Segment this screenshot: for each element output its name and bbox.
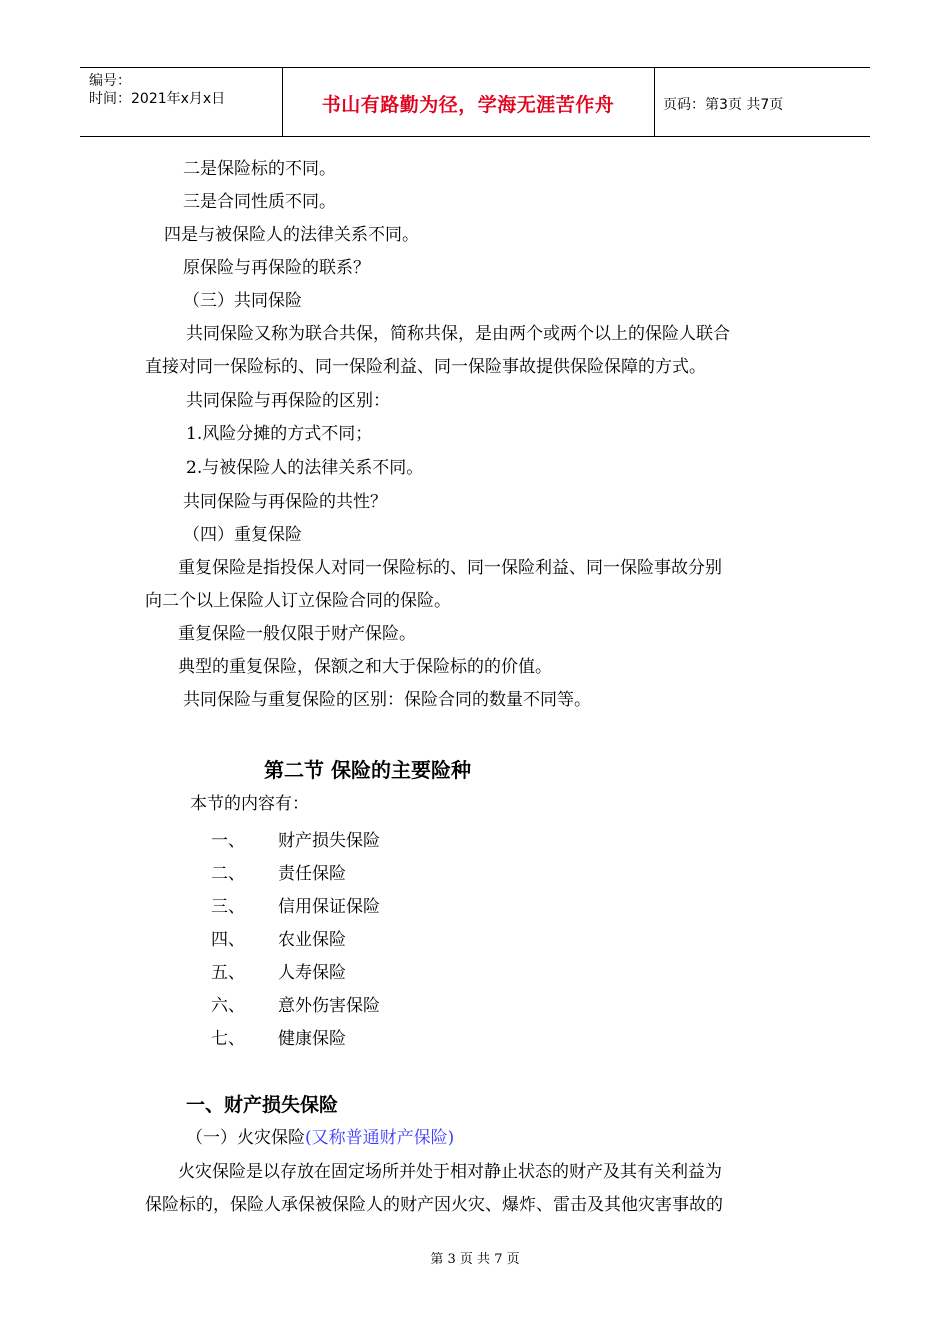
paragraph: 保险标的，保险人承保被保险人的财产因火灾、爆炸、雷击及其他灾害事故的 — [145, 1195, 723, 1215]
fire-insurance-label: （一）火灾保险 — [186, 1128, 305, 1148]
paragraph: 二是保险标的不同。 — [183, 159, 336, 179]
list-item-number: 三、 — [211, 897, 245, 917]
fire-insurance-note: (又称普通财产保险) — [305, 1128, 455, 1148]
paragraph: 共同保险与再保险的区别： — [186, 391, 390, 411]
paragraph: 四是与被保险人的法律关系不同。 — [164, 225, 419, 245]
subheading: （四）重复保险 — [183, 525, 302, 545]
subheading: （三）共同保险 — [183, 291, 302, 311]
list-item-number: 六、 — [211, 996, 245, 1016]
list-item: 农业保险 — [278, 930, 346, 950]
paragraph: 直接对同一保险标的、同一保险利益、同一保险事故提供保险保障的方式。 — [145, 357, 706, 377]
page-footer: 第 3 页 共 7 页 — [430, 1252, 520, 1267]
number-label: 编号： — [89, 73, 131, 89]
subheading — [186, 1127, 454, 1149]
list-item: 2.与被保险人的法律关系不同。 — [186, 458, 424, 478]
list-item-number: 二、 — [211, 864, 245, 884]
list-item: 财产损失保险 — [278, 831, 380, 851]
list-item: 意外伤害保险 — [278, 996, 380, 1016]
subsection-title: 一、财产损失保险 — [186, 1094, 339, 1116]
list-item: 信用保证保险 — [278, 897, 380, 917]
list-item-number: 一、 — [211, 831, 245, 851]
header-divider — [654, 68, 655, 136]
paragraph: 共同保险又称为联合共保，简称共保，是由两个或两个以上的保险人联合 — [186, 324, 730, 344]
paragraph: 共同保险与再保险的共性？ — [183, 492, 387, 512]
paragraph: 三是合同性质不同。 — [183, 192, 336, 212]
list-item-number: 七、 — [211, 1029, 245, 1049]
paragraph: 原保险与再保险的联系？ — [183, 258, 370, 278]
paragraph: 火灾保险是以存放在固定场所并处于相对静止状态的财产及其有关利益为 — [178, 1162, 722, 1182]
header-left — [89, 72, 225, 108]
section-intro: 本节的内容有： — [190, 794, 309, 814]
section-title: 第二节 保险的主要险种 — [264, 758, 471, 782]
paragraph: 向二个以上保险人订立保险合同的保险。 — [145, 591, 451, 611]
list-item-number: 五、 — [211, 963, 245, 983]
list-item: 人寿保险 — [278, 963, 346, 983]
paragraph: 典型的重复保险，保额之和大于保险标的的价值。 — [178, 657, 552, 677]
list-item: 健康保险 — [278, 1029, 346, 1049]
paragraph: 共同保险与重复保险的区别：保险合同的数量不同等。 — [183, 690, 591, 710]
list-item: 责任保险 — [278, 864, 346, 884]
time-label: 时间：2021年x月x日 — [89, 91, 226, 107]
list-item: 1.风险分摊的方式不同； — [186, 424, 373, 444]
paragraph: 重复保险一般仅限于财产保险。 — [178, 624, 416, 644]
list-item-number: 四、 — [211, 930, 245, 950]
page-header — [80, 67, 870, 137]
paragraph: 重复保险是指投保人对同一保险标的、同一保险利益、同一保险事故分别 — [178, 558, 722, 578]
header-page-label: 页码：第3页 共7页 — [663, 97, 784, 113]
header-motto: 书山有路勤为径，学海无涯苦作舟 — [321, 94, 615, 116]
